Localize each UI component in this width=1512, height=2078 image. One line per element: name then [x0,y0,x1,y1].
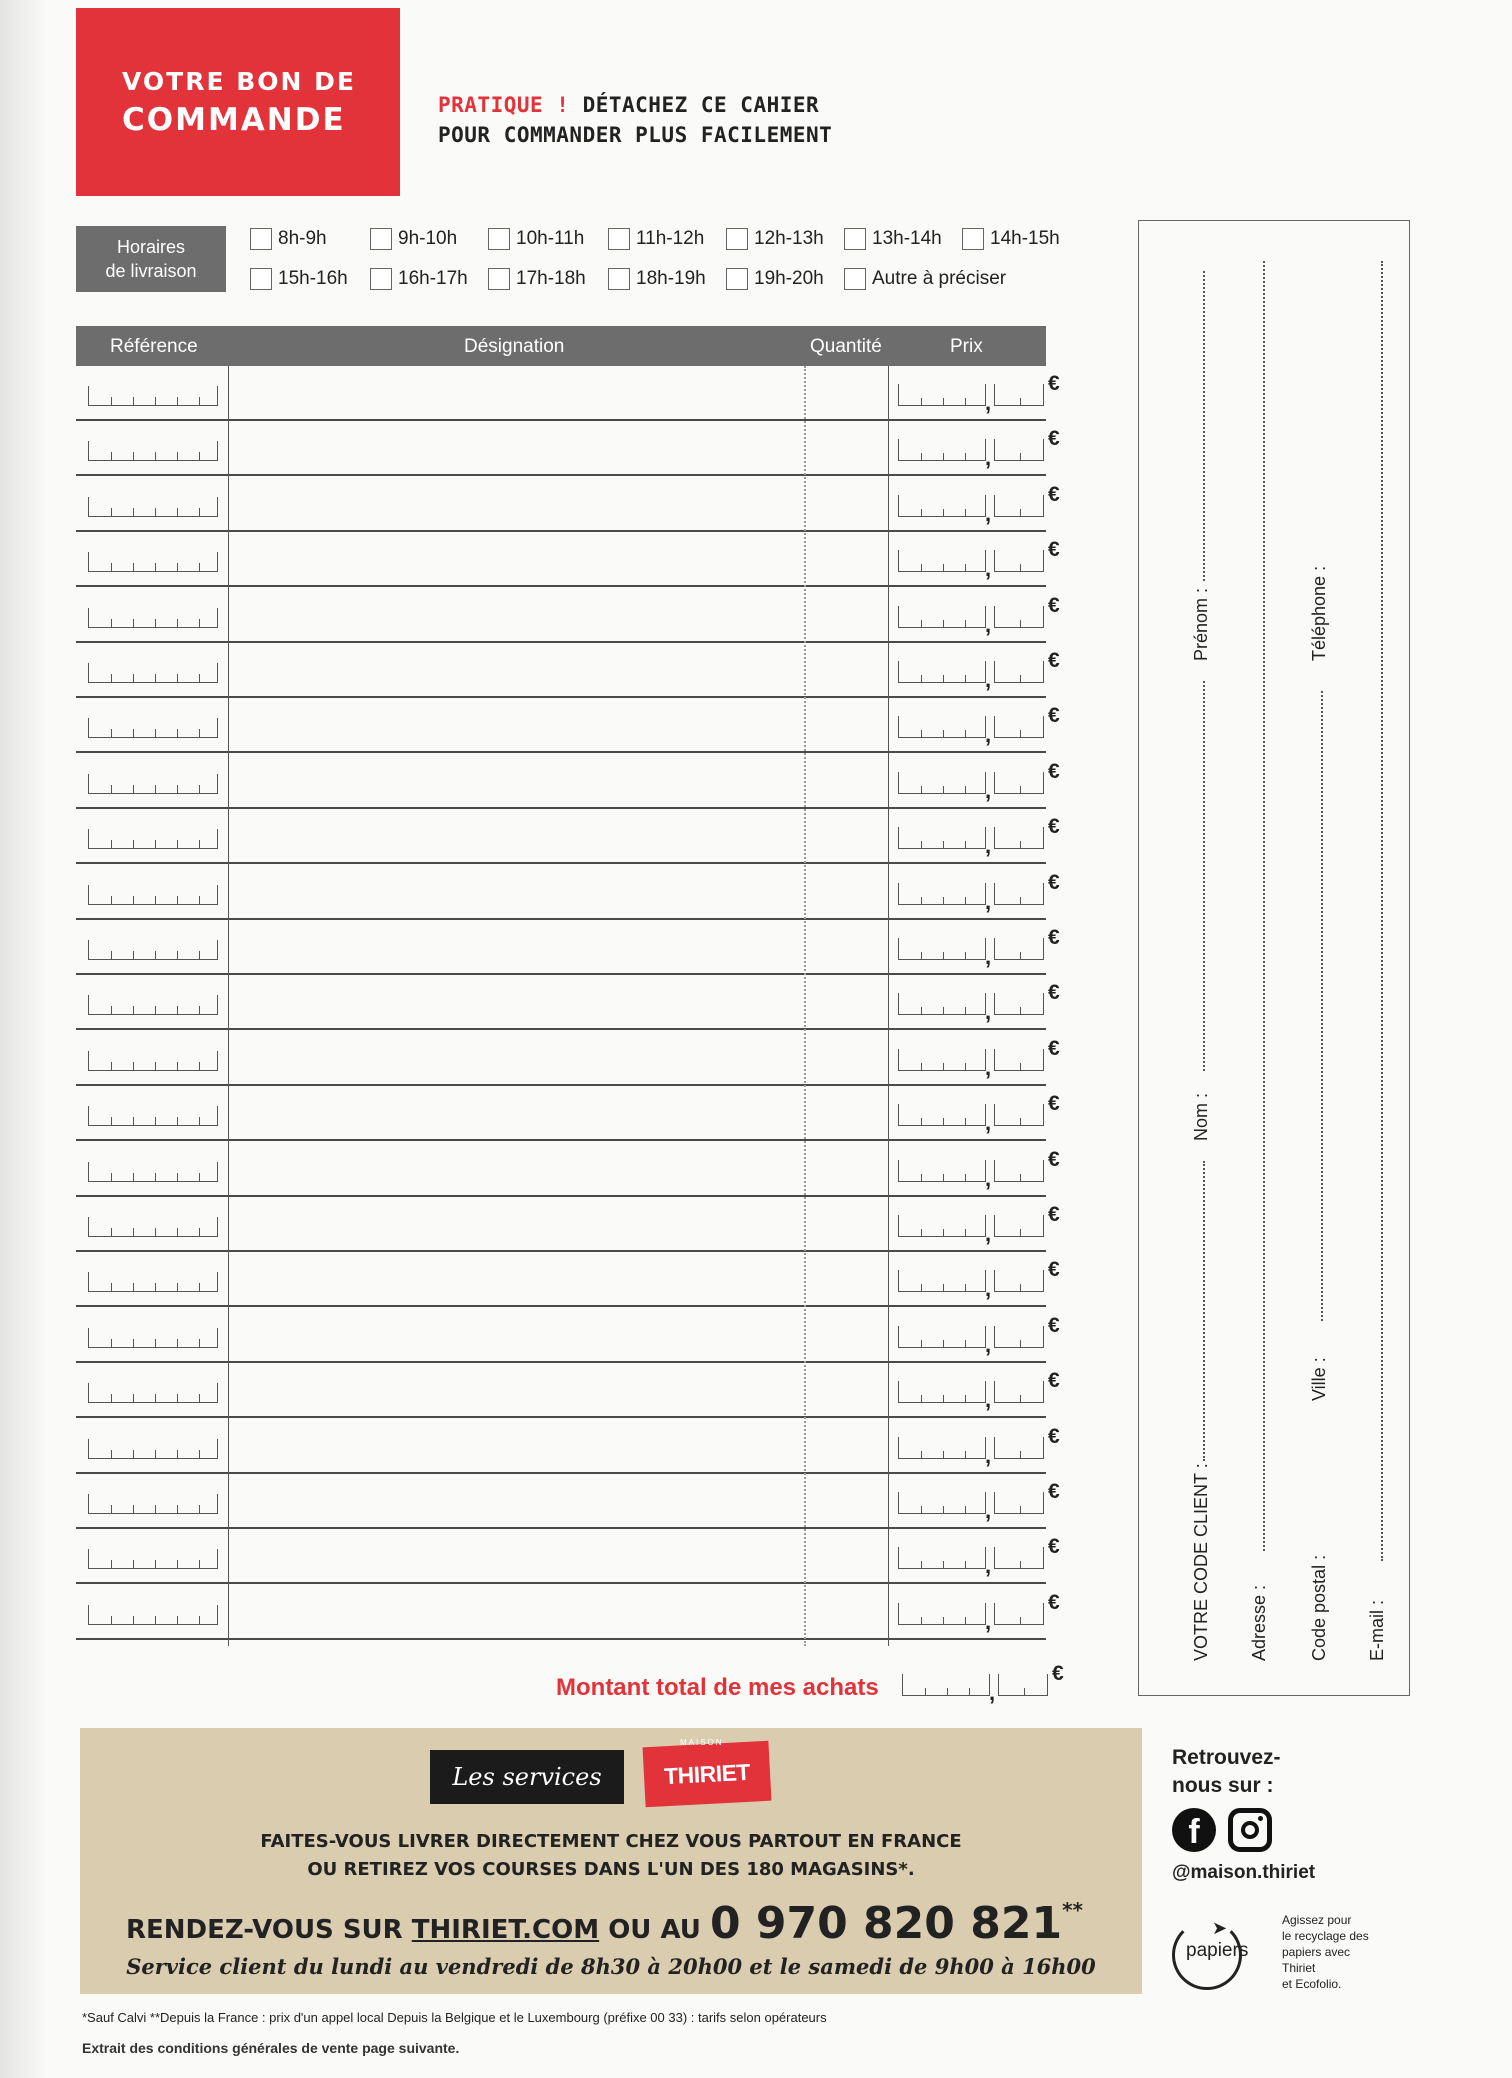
table-row [76,1363,1060,1418]
currency-symbol: € [1048,1480,1060,1503]
reference-field[interactable] [88,1494,218,1514]
social-title-line-1: Retrouvez- [1172,1746,1281,1769]
delivery-slot-label: 18h-19h [636,268,706,289]
delivery-slot-label: 10h-11h [516,228,585,249]
recycle-label: papiers [1186,1940,1249,1961]
client-adresse-label: Adresse : [1249,1584,1269,1661]
price-field[interactable] [898,1036,1060,1080]
client-ville-label: Ville : [1309,1357,1329,1401]
price-field[interactable] [898,1203,1060,1246]
reference-field[interactable] [88,663,218,683]
decimal-separator: , [985,611,992,637]
decimal-separator: , [985,667,992,692]
cta-phone-stars: ** [1062,1898,1083,1922]
decimal-separator: , [985,1608,992,1634]
currency-symbol: € [1048,1313,1060,1337]
currency-symbol: € [1048,482,1060,506]
reference-field[interactable] [88,1162,218,1182]
table-row [76,1585,1060,1640]
reference-field[interactable] [88,552,218,572]
recycle-arrow-icon: ➤ [1212,1918,1228,1938]
recycle-note-line: Thiriet [1282,1961,1316,1975]
total-currency: € [1052,1662,1064,1685]
client-prenom-field-cont[interactable] [1203,271,1205,581]
table-row [76,1529,1060,1584]
decimal-separator: , [985,888,992,914]
price-field[interactable] [898,427,1060,471]
delivery-slot-label: Autre à préciser [872,268,1007,289]
price-field[interactable] [898,1535,1060,1579]
table-row [76,1031,1060,1086]
instagram-icon[interactable] [1228,1808,1272,1852]
price-field[interactable] [898,593,1060,637]
client-info-box [1138,220,1410,1696]
total-amount-field[interactable] [902,1662,1064,1705]
decimal-separator: , [985,1442,992,1468]
delivery-label-line-2: de livraison [105,261,197,281]
delivery-slot[interactable] [844,228,942,250]
client-prenom-label: Prénom : [1191,587,1211,661]
cta-mid: OU AU [608,1915,701,1945]
checkbox[interactable] [370,228,392,250]
currency-symbol: € [1048,1203,1060,1226]
reference-field[interactable] [88,885,218,905]
reference-field[interactable] [88,1549,218,1569]
reference-field[interactable] [88,718,218,738]
cta-prefix: RENDEZ-VOUS SUR [126,1915,403,1945]
price-field[interactable] [898,1147,1060,1191]
banner-line-1: FAITES-VOUS LIVRER DIRECTEMENT CHEZ VOUS PARTOUT EN FRANCE [260,1831,962,1852]
table-row [76,754,1060,809]
checkbox[interactable] [250,228,272,250]
decimal-separator: , [985,556,992,582]
table-row [76,1419,1060,1474]
delivery-slot-label: 15h-16h [278,268,348,289]
reference-field[interactable] [88,829,218,849]
reference-field[interactable] [88,995,218,1015]
decimal-separator: , [985,390,992,415]
recycle-note-line: et Ecofolio. [1282,1977,1342,1991]
currency-symbol: € [1048,538,1060,562]
reference-field[interactable] [88,940,218,960]
decimal-separator: , [985,1553,992,1579]
currency-symbol: € [1048,870,1060,894]
recycle-note-line: papiers avec [1282,1945,1351,1959]
delivery-slot-label: 13h-14h [872,228,942,249]
services-label: Les services [430,1750,624,1804]
price-field[interactable] [898,1258,1060,1302]
reference-field[interactable] [88,608,218,628]
decimal-separator: , [985,1331,992,1357]
decimal-separator: , [985,445,992,471]
tagline-highlight: PRATIQUE ! [438,93,570,117]
delivery-slot-label: 19h-20h [754,268,824,289]
terms-extract-note: Extrait des conditions générales de vente page suivante. [82,2040,460,2056]
table-row [76,865,1060,920]
tagline-text-1: DÉTACHEZ CE CAHIER [582,93,820,117]
client-cp-label: Code postal : [1309,1554,1329,1661]
table-row [76,1086,1060,1141]
recycle-note-line: le recyclage des [1282,1929,1369,1943]
recycle-note-line: Agissez pour [1282,1913,1352,1927]
checkbox[interactable] [370,268,392,290]
currency-symbol: € [1048,649,1060,672]
title-line-1: VOTRE BON DE [122,66,357,96]
checkbox[interactable] [488,228,510,250]
delivery-slot-label: 17h-18h [516,268,586,289]
checkbox[interactable] [488,268,510,290]
currency-symbol: € [1048,1535,1060,1559]
order-table-header [76,326,1046,366]
table-row [76,421,1060,476]
table-row [76,366,1060,421]
facebook-icon[interactable]: f [1172,1808,1216,1852]
price-field[interactable] [898,981,1060,1025]
currency-symbol: € [1048,815,1060,839]
decimal-separator: , [985,722,992,748]
delivery-slot-label: 14h-15h [990,228,1060,249]
page-edge [0,0,48,2078]
tagline-text-2: POUR COMMANDER PLUS FACILEMENT [438,123,833,147]
checkbox[interactable] [726,228,748,250]
delivery-slot[interactable] [608,268,706,290]
delivery-slot-label: 8h-9h [278,228,327,249]
reference-field[interactable] [88,497,218,517]
delivery-slot[interactable] [370,228,457,250]
price-field[interactable] [898,1092,1060,1136]
table-row [76,1474,1060,1529]
currency-symbol: € [1048,427,1060,451]
banner-cta [126,1898,1083,1949]
table-row [76,643,1060,698]
price-field[interactable] [898,704,1060,748]
thiriet-logo: THIRIET [643,1741,772,1808]
price-field[interactable] [898,870,1060,914]
reference-field[interactable] [88,1106,218,1126]
checkbox[interactable] [726,268,748,290]
delivery-label-line-1: Horaires [116,237,186,257]
price-field[interactable] [898,1369,1060,1413]
footnote: *Sauf Calvi **Depuis la France : prix d'un appel local Depuis la Belgique et le Luxembourg (préfixe 00 33) : tarifs selon opérateurs [82,2010,827,2025]
currency-symbol: € [1048,1424,1060,1448]
reference-field[interactable] [88,774,218,794]
services-banner [80,1728,1142,1994]
currency-symbol: € [1048,1369,1060,1393]
table-row [76,1197,1060,1252]
checkbox[interactable] [844,228,866,250]
client-adresse-field[interactable] [1263,261,1265,1551]
decimal-separator: , [985,1221,992,1246]
table-row [76,588,1060,643]
order-form-title-block [76,8,400,196]
currency-symbol: € [1048,1036,1060,1060]
reference-field[interactable] [88,1051,218,1071]
client-email-label: E-mail : [1367,1599,1387,1661]
recycle-logo [1172,1918,1264,1992]
recycle-note [1282,1912,1369,1992]
table-row [76,1252,1060,1307]
client-nom-label: Nom : [1191,1092,1211,1141]
header-reference: Référence [110,336,198,357]
currency-symbol: € [1048,1590,1060,1614]
header-quantity: Quantité [810,336,882,357]
price-field[interactable] [898,649,1060,692]
price-field[interactable] [898,1480,1060,1523]
client-ville-field[interactable] [1321,691,1323,1321]
reference-field[interactable] [88,1605,218,1625]
decimal-separator: , [985,1165,992,1191]
header-price: Prix [950,336,983,357]
decimal-separator: , [985,500,992,526]
delivery-slot[interactable] [488,228,584,250]
price-field[interactable] [898,1424,1060,1468]
decimal-separator: , [985,1110,992,1136]
delivery-slot-label: 11h-12h [636,228,705,249]
checkbox[interactable] [250,268,272,290]
reference-field[interactable] [88,386,218,406]
table-row [76,477,1060,532]
client-telephone-label: Téléphone : [1309,565,1329,661]
client-column-3 [1309,221,1339,1661]
delivery-slot[interactable] [726,228,824,250]
cta-phone-number[interactable]: 0 970 820 821 [709,1898,1063,1949]
table-row [76,698,1060,753]
table-row [76,920,1060,975]
currency-symbol: € [1048,1092,1060,1116]
currency-symbol: € [1048,1147,1060,1171]
price-field[interactable] [898,815,1060,859]
column-divider-designation [804,366,806,1646]
delivery-slot[interactable] [488,268,586,290]
delivery-slot[interactable] [844,268,1006,290]
decimal-separator: , [985,999,992,1025]
delivery-slot[interactable] [608,228,704,250]
price-field[interactable] [898,926,1060,969]
table-row [76,532,1060,587]
decimal-separator: , [985,833,992,859]
delivery-slot[interactable] [726,268,824,290]
currency-symbol: € [1048,759,1060,783]
price-field[interactable] [898,482,1060,526]
currency-symbol: € [1048,704,1060,728]
price-field[interactable] [898,1313,1060,1357]
currency-symbol: € [1048,372,1060,395]
social-title [1172,1744,1281,1800]
checkbox[interactable] [608,268,630,290]
total-label: Montant total de mes achats [556,1674,879,1701]
delivery-slot-label: 16h-17h [398,268,468,289]
delivery-slot[interactable] [250,228,327,250]
client-nom-field[interactable] [1203,1161,1205,1461]
client-email-field[interactable] [1381,261,1383,1561]
decimal-separator: , [985,1498,992,1523]
currency-symbol: € [1048,593,1060,617]
delivery-slot[interactable] [250,268,348,290]
reference-field[interactable] [88,441,218,461]
delivery-slot[interactable] [370,268,468,290]
reference-field[interactable] [88,1328,218,1348]
delivery-slot[interactable] [962,228,1060,250]
price-field[interactable] [898,1590,1060,1634]
checkbox[interactable] [844,268,866,290]
client-column-1 [1191,221,1221,1661]
reference-field[interactable] [88,1383,218,1403]
checkbox[interactable] [608,228,630,250]
banner-text [80,1828,1142,1884]
reference-field[interactable] [88,1217,218,1237]
reference-field[interactable] [88,1272,218,1292]
header-designation: Désignation [464,336,565,357]
social-title-line-2: nous sur : [1172,1774,1274,1797]
currency-symbol: € [1048,926,1060,949]
cta-site-link[interactable]: THIRIET.COM [411,1915,600,1945]
column-divider-quantity [888,366,889,1646]
table-row [76,1142,1060,1197]
delivery-slot-label: 12h-13h [754,228,824,249]
table-row [76,809,1060,864]
reference-field[interactable] [88,1439,218,1459]
social-handle[interactable]: @maison.thiriet [1172,1862,1316,1883]
decimal-separator: , [985,944,992,969]
decimal-separator: , [985,1054,992,1080]
client-code-label: VOTRE CODE CLIENT : [1191,1463,1211,1661]
tagline [438,90,832,150]
total-decimal-sep: , [989,1680,996,1705]
client-prenom-field[interactable] [1203,681,1205,1071]
currency-symbol: € [1048,981,1060,1005]
checkbox[interactable] [962,228,984,250]
decimal-separator: , [985,1387,992,1413]
social-icons [1172,1808,1272,1852]
delivery-hours-label [76,226,226,292]
currency-symbol: € [1048,1258,1060,1282]
price-field[interactable] [898,538,1060,582]
table-row [76,1308,1060,1363]
delivery-slot-label: 9h-10h [398,228,458,249]
customer-service-hours: Service client du lundi au vendredi de 8h30 à 20h00 et le samedi de 9h00 à 16h00 [126,1954,1096,1979]
decimal-separator: , [985,777,992,803]
title-line-2: COMMANDE [122,101,346,138]
thiriet-logo-small: MAISON [680,1738,724,1747]
decimal-separator: , [985,1276,992,1302]
price-field[interactable] [898,372,1060,415]
price-field[interactable] [898,759,1060,803]
banner-line-2: OU RETIREZ VOS COURSES DANS L'UN DES 180 MAGASINS*. [307,1859,915,1880]
column-divider-reference [228,366,229,1646]
table-row [76,975,1060,1030]
